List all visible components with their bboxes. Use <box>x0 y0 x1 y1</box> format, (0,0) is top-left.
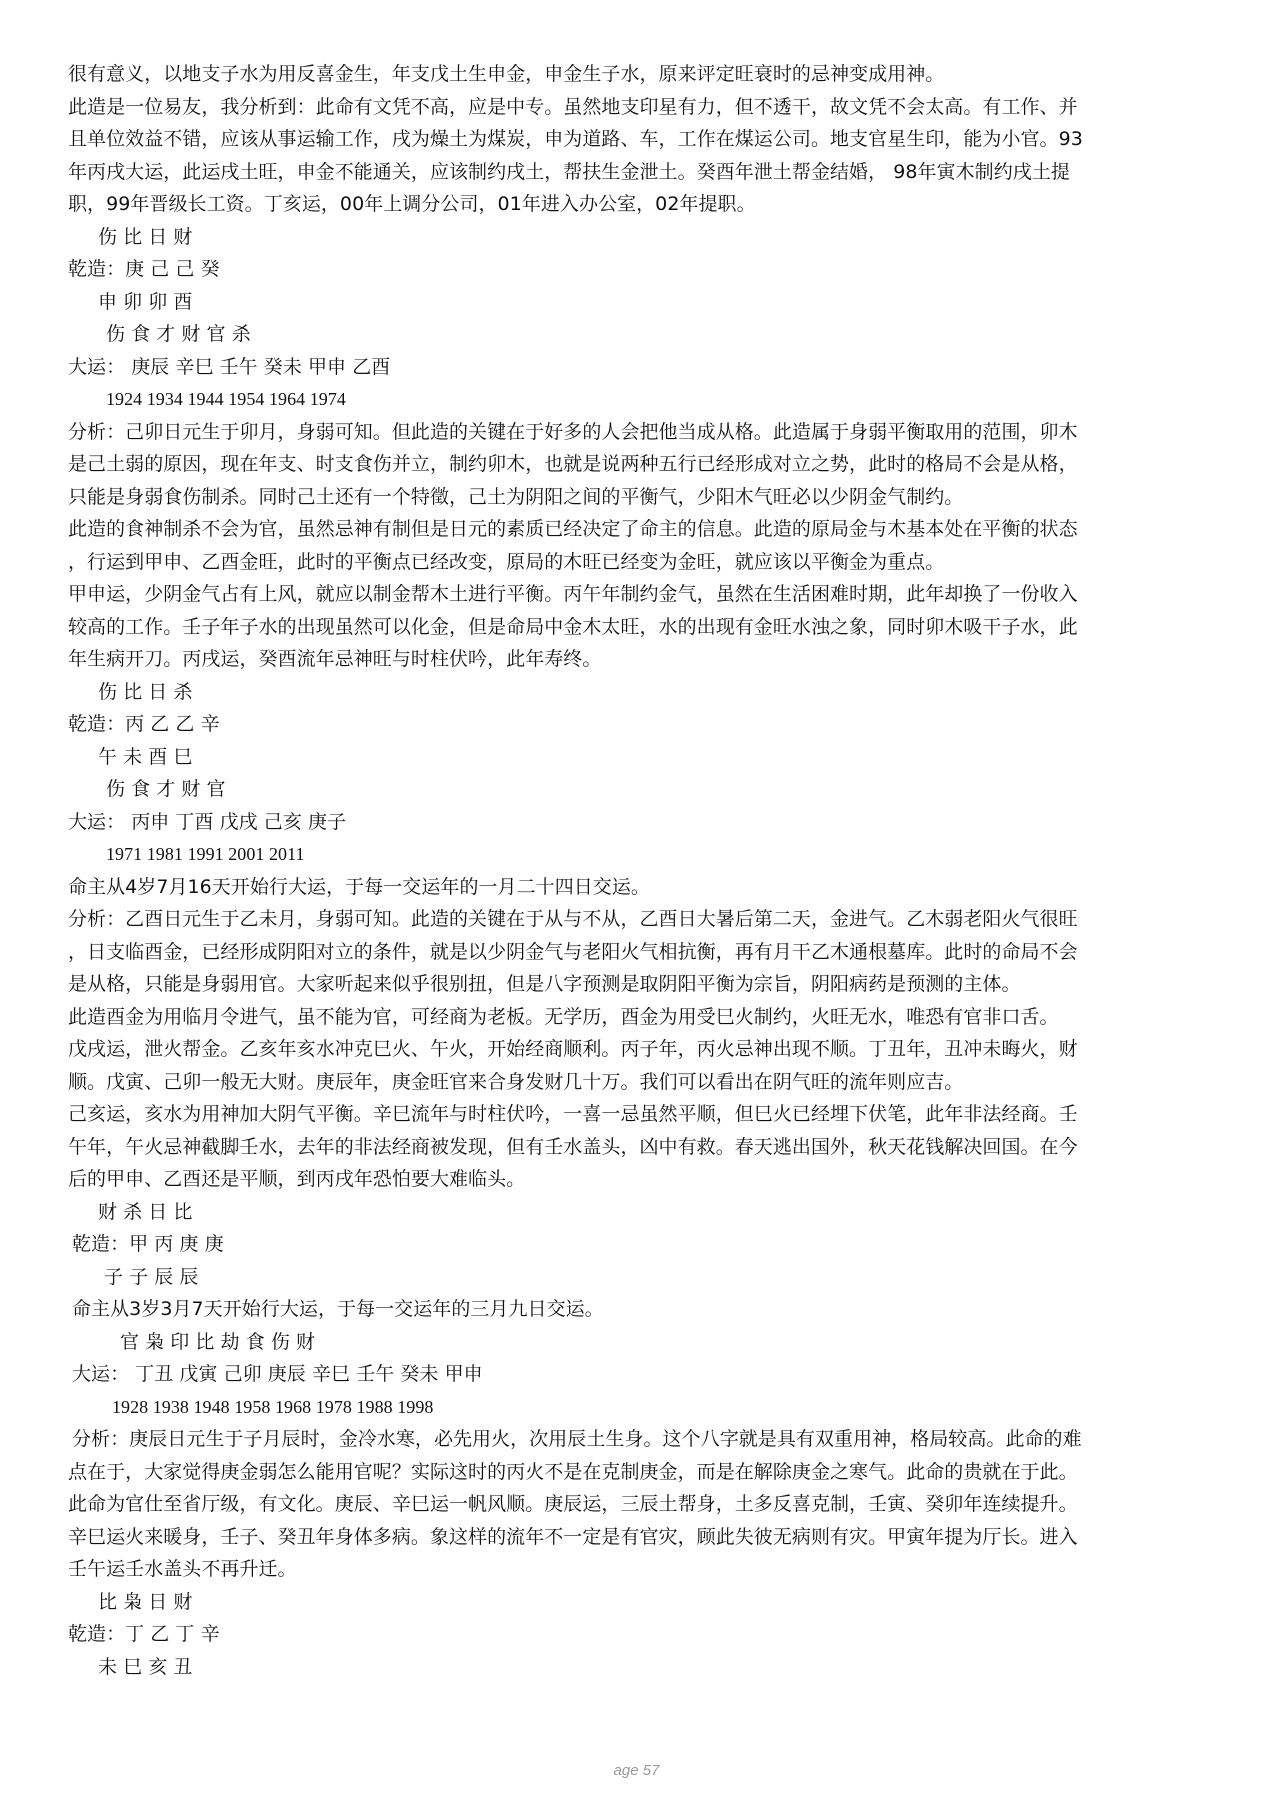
text-line: 财 杀 日 比 <box>98 1200 193 1223</box>
text-line: 伤 比 日 杀 <box>98 680 193 703</box>
text-line: 此命为官仕至省厅级，有文化。庚辰、辛巳运一帆风顺。庚辰运，三辰土帮身，土多反喜克制，壬寅、癸卯年连续提升。 <box>68 1493 1078 1515</box>
text-line: 分析：乙酉日元生于乙未月，身弱可知。此造的关键在于从与不从，乙酉日大暑后第二天，金进气。乙木弱老阳火气很旺 <box>68 908 1078 930</box>
text-line: 己亥运，亥水为用神加大阴气平衡。辛巳流年与时柱伏吟，一喜一忌虽然平顺，但巳火已经埋下伏笔，此年非法经商。壬 <box>68 1103 1078 1125</box>
text-line: 后的甲申、乙酉还是平顺，到丙戌年恐怕要大难临头。 <box>68 1168 526 1190</box>
text-line: 午年，午火忌神截脚壬水，去年的非法经商被发现，但有壬水盖头，凶中有救。春天逃出国外，秋天花钱解决回国。在今 <box>68 1135 1078 1158</box>
text-line: 此造酉金为用临月令进气，虽不能为官，可经商为老板。无学历，酉金为用受巳火制约，火旺无水，唯恐有官非口舌。 <box>68 1005 1059 1028</box>
text-line: 伤 食 才 财 官 杀 <box>106 323 251 345</box>
text-line: 很有意义，以地支子水为用反喜金生，年支戊土生申金，申金生子水，原来评定旺衰时的忌神变成用神。 <box>68 63 945 85</box>
text-line: 辛巳运火来暖身，壬子、癸丑年身体多病。象这样的流年不一定是有官灾，顾此失彼无病则有灾。甲寅年提为厅长。进入 <box>68 1525 1078 1548</box>
text-line: 大运： 丙申 丁酉 戊戌 己亥 庚子 <box>68 810 347 833</box>
text-line: 此造的食神制杀不会为官，虽然忌神有制但是日元的素质已经决定了命主的信息。此造的原局金与木基本处在平衡的状态 <box>68 518 1078 540</box>
text-line: 年生病开刀。丙戌运，癸酉流年忌神旺与时柱伏吟，此年寿终。 <box>68 648 602 670</box>
text-line: 乾造：庚 己 己 癸 <box>68 258 220 280</box>
text-line: 命主从3岁3月7天开始行大运，于每一交运年的三月九日交运。 <box>72 1298 604 1320</box>
text-line: 子 子 辰 辰 <box>104 1265 199 1288</box>
text-line: 申 卯 卯 酉 <box>98 290 193 313</box>
text-line: 乾造：甲 丙 庚 庚 <box>72 1233 224 1255</box>
text-line: 甲申运，少阴金气占有上风，就应以制金帮木土进行平衡。丙午年制约金气，虽然在生活困难时期，此年却换了一份收入 <box>68 583 1078 605</box>
text-line: 只能是身弱食伤制杀。同时己土还有一个特徵，己土为阴阳之间的平衡气，少阳木气旺必以少阴金气制约。 <box>68 485 964 508</box>
text-line: ，日支临酉金，已经形成阴阳对立的条件，就是以少阴金气与老阳火气相抗衡，再有月干乙木通根墓库。此时的命局不会 <box>68 940 1078 963</box>
text-line: 壬午运壬水盖头不再升迁。 <box>68 1558 297 1580</box>
text-line: 顺。戊寅、己卯一般无大财。庚辰年，庚金旺官来合身发财几十万。我们可以看出在阴气旺的流年则应吉。 <box>68 1070 964 1093</box>
text-line: 未 巳 亥 丑 <box>98 1655 193 1678</box>
text-line: 乾造：丁 乙 丁 辛 <box>68 1623 220 1645</box>
text-line: 点在于，大家觉得庚金弱怎么能用官呢？实际这时的丙火不是在克制庚金，而是在解除庚金之寒气。此命的贵就在于此。 <box>68 1460 1078 1483</box>
text-line: 伤 比 日 财 <box>98 225 193 248</box>
text-line: 职，99年晋级长工资。丁亥运，00年上调分公司，01年进入办公室，02年提职。 <box>68 193 756 215</box>
page-number: age 57 <box>613 1762 660 1779</box>
text-line: 1928 1938 1948 1958 1968 1978 1988 1998 <box>112 1396 434 1417</box>
text-line: 1924 1934 1944 1954 1964 1974 <box>106 389 346 409</box>
text-line: 此造是一位易友，我分析到：此命有文凭不高，应是中专。虽然地支印星有力，但不透干，故文凭不会太高。有工作、并 <box>68 95 1078 118</box>
text-line: 伤 食 才 财 官 <box>106 778 226 800</box>
text-line: 分析：己卯日元生于卯月，身弱可知。但此造的关键在于好多的人会把他当成从格。此造属于身弱平衡取用的范围，卯木 <box>68 420 1078 443</box>
text-line: ，行运到甲申、乙酉金旺，此时的平衡点已经改变，原局的木旺已经变为金旺，就应该以平衡金为重点。 <box>68 550 945 573</box>
text-line: 乾造：丙 乙 乙 辛 <box>68 713 220 735</box>
text-line: 较高的工作。壬子年子水的出现虽然可以化金，但是命局中金木太旺，水的出现有金旺水浊之象，同时卯木吸干子水，此 <box>68 615 1078 638</box>
text-line: 午 未 酉 巳 <box>98 745 193 768</box>
text-line: 大运： 庚辰 辛巳 壬午 癸未 甲申 乙酉 <box>68 355 391 378</box>
text-line: 是己土弱的原因，现在年支、时支食伤并立，制约卯木，也就是说两种五行已经形成对立之势，此时的格局不会是从格， <box>68 453 1078 475</box>
text-line: 大运： 丁丑 戊寅 己卯 庚辰 辛巳 壬午 癸未 甲申 <box>72 1363 483 1385</box>
text-line: 官 枭 印 比 劫 食 伤 财 <box>120 1330 316 1353</box>
text-line: 且单位效益不错，应该从事运输工作，戌为燥土为煤炭，申为道路、车，工作在煤运公司。地支官星生印，能为小官。93 <box>68 128 1083 150</box>
text-line: 戊戌运，泄火帮金。乙亥年亥水冲克巳火、午火，开始经商顺利。丙子年，丙火忌神出现不顺。丁丑年，丑冲未晦火，财 <box>68 1038 1078 1060</box>
text-line: 分析：庚辰日元生于子月辰时，金冷水寒，必先用火，次用辰土生身。这个八字就是具有双重用神，格局较高。此命的难 <box>72 1428 1082 1450</box>
text-line: 比 枭 日 财 <box>98 1590 193 1613</box>
text-line: 1971 1981 1991 2001 2011 <box>106 844 305 864</box>
text-line: 命主从4岁7月16天开始行大运，于每一交运年的一月二十四日交运。 <box>68 875 650 898</box>
document-body <box>68 58 1218 1683</box>
text-line: 是从格，只能是身弱用官。大家听起来似乎很别扭，但是八字预测是取阴阳平衡为宗旨，阴阳病药是预测的主体。 <box>68 973 1021 995</box>
text-line: 年丙戌大运，此运戌土旺，申金不能通关，应该制约戌土，帮扶生金泄土。癸酉年泄土帮金结婚， 98年寅木制约戌土提 <box>68 160 1070 183</box>
